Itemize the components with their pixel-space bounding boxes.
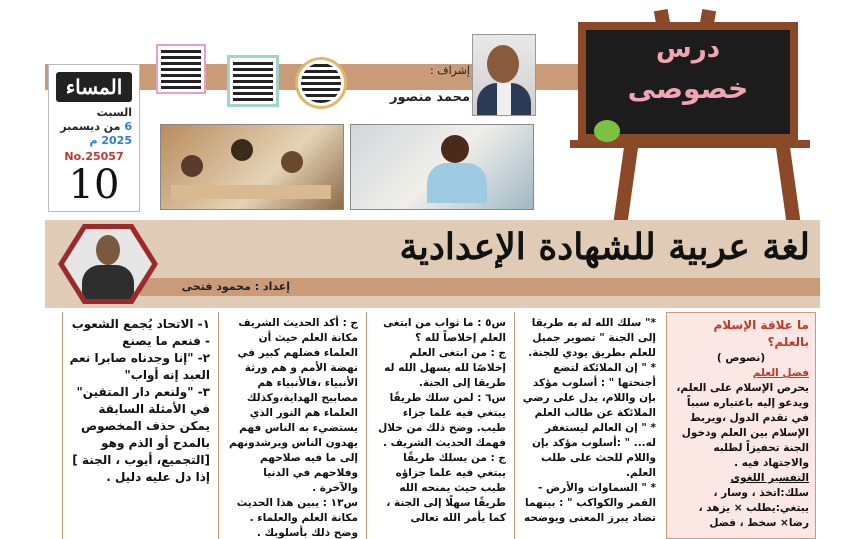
prepared-by: إعداد : محمود فتحى (181, 280, 290, 293)
column-1 (666, 312, 816, 539)
supervisor-label: إشراف : (429, 64, 470, 77)
column-4 (218, 312, 364, 539)
column-paragraph: ٢- "إنا وجدناه صابرا نعم العبد إنه أواب" (69, 351, 210, 382)
qr-code-icon (298, 60, 344, 106)
apple-icon (594, 120, 620, 142)
column-paragraph: ٣- "ولنعم دار المتقين" في الأمثلة السابقة يمكن حذف المخصوص بالمدح أو الذم وهو [التجميع، أيوب ، الجنة ] إذا دل عليه دليل . (72, 385, 210, 484)
day-small: 6 (124, 120, 132, 133)
supervisor-name: محمد منصور (390, 90, 470, 105)
qr-code-icon (158, 46, 204, 92)
column-paragraph: ج : أكد الحديث الشريف مكانة العلم حيث أن العلماء فضلهم كبير في نهضة الأمم و هم ورثة الأنبياء ،فالأنبياء هم مصابيح الهداية،وكذلك العلماء هم النور الذي يستضيء به الناس فهم يهدون الناس ويرشدونهم إلى ما فيه صلاحهم وفلاحهم في الدنيا والآخرة . (228, 317, 358, 494)
month-prefix: من ديسمبر (60, 120, 121, 133)
day-number: 10 (68, 162, 120, 208)
board-title: درس (655, 34, 721, 64)
column-subsection: التفسير اللغوى (730, 472, 809, 484)
column-paragraph: س٥ : ما ثواب من ابتغى العلم إخلاصاً لله ؟ (383, 317, 506, 344)
column-3 (366, 312, 512, 539)
student-photo (350, 124, 534, 210)
qr-code-icon (230, 58, 276, 104)
classroom-photo (160, 124, 344, 210)
column-paragraph: س١٣ : يبين هذا الحديث مكانة العلم والعلماء . وضح ذلك بأسلوبك . (236, 497, 358, 539)
column-paragraph: س٦ : لمن سلك طريقًا يبتغي فيه علما جزاء طيب. وضح ذلك من خلال فهمك الحديث الشريف . (378, 392, 506, 449)
column-body: يحرص الإسلام على العلم، ويدعو إليه باعتباره سبباً في تقدم الدول ،ويربط الإسلام بين العلم ودخول الجنة تحفيزاً لطلبه والاجتهاد فيه . (676, 382, 809, 469)
column-paragraph: * " إن الملائكة لتضع أجنحتها " : أسلوب مؤكد بإن واللام، يدل على رضي الملائكة عن طالب العلم (522, 362, 656, 419)
column-paragraph: * " إن العالم ليستغفر له... " :أسلوب مؤكد بإن واللام للحث على طلب العلم. (531, 422, 656, 479)
column-paragraph: *" سلك الله له به طريقا إلى الجنة " تصوير جميل للعلم بطريق يودي للجنة. (528, 317, 656, 359)
weekday: السبت (96, 106, 132, 119)
page-title: لغة عربية للشهادة الإعدادية (399, 226, 810, 268)
month-line (56, 120, 132, 133)
supervisor-photo (472, 34, 536, 116)
column-5 (62, 312, 216, 539)
column-paragraph: ١- الاتحاد يُجمع الشعوب - فنعم ما يصنع (71, 317, 210, 348)
column-paragraph: ج : من يسلك طريقًا يبتغي فيه علما جزاؤه طيب حيث يمنحه الله طريقًا سهلًا إلى الجنة ، كما يأمر الله تعالى (386, 452, 506, 524)
year: 2025 م (89, 134, 132, 147)
column-question: ما علاقة الإسلام بالعلم؟ (713, 318, 809, 349)
column-2 (514, 312, 662, 539)
board-title: خصوصى (627, 72, 749, 105)
column-body: سلك:اتخذ ، وسار ، يبتغي:يطلب × يزهد ، رضا× سخط ، فضل (698, 487, 809, 529)
issue-number: No.25057 (64, 150, 124, 163)
column-section: فضل العلم (752, 367, 809, 379)
newspaper-logo: المساء (56, 72, 132, 102)
column-paragraph: ج : من ابتغى العلم إخلاصًا لله يسهل الله له طريقا إلى الجنة. (384, 347, 506, 389)
column-paragraph: * " السماوات والأرض - القمر والكواكب " : بينهما تضاد يبرز المعنى ويوضحه (524, 482, 656, 524)
column-type: (نصوص ) (716, 352, 766, 364)
